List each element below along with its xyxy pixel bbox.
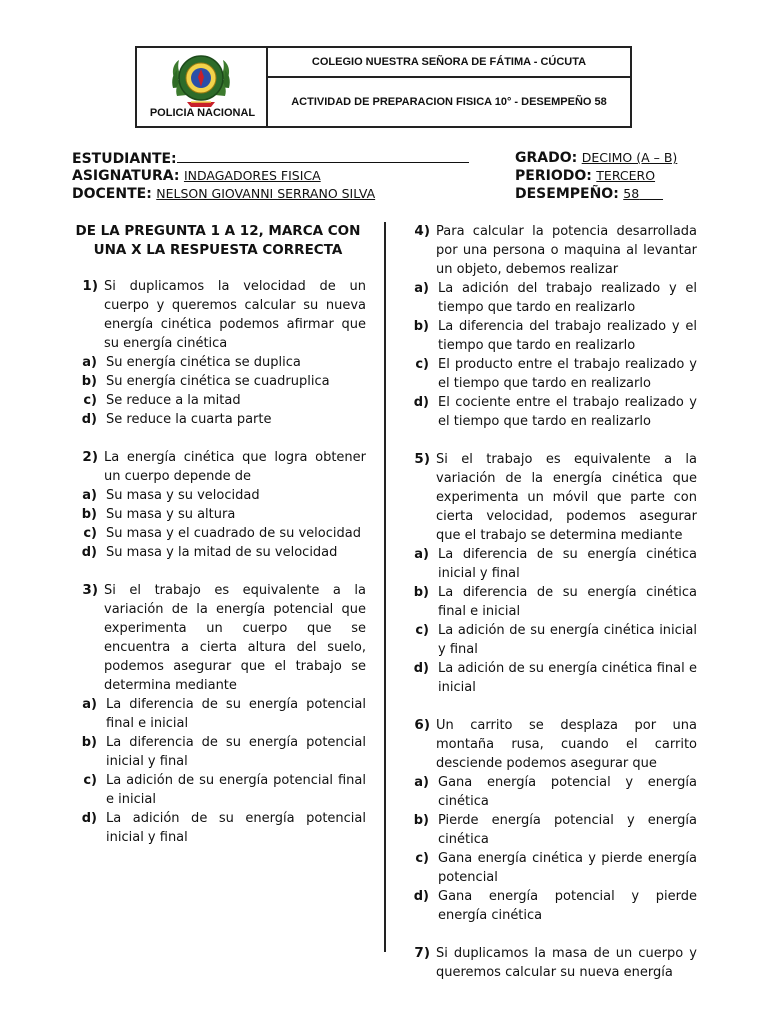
question-text: Para calcular la potencia desarrollada por una persona o maquina al levantar un objeto, debemos realizar	[436, 224, 697, 277]
option-c[interactable]: c) Se reduce a la mitad	[83, 393, 241, 408]
question-3	[70, 581, 366, 847]
option-b[interactable]: b) La diferencia del trabajo realizado y el tiempo que tardo en realizarlo	[413, 319, 697, 353]
question-1	[70, 277, 366, 429]
performance-label: DESEMPEÑO:	[515, 186, 619, 202]
option-a[interactable]: a) Su energía cinética se duplica	[82, 355, 301, 370]
question-number: 2)	[82, 449, 98, 465]
option-a[interactable]: a) La diferencia de su energía cinética inicial y final	[414, 547, 697, 581]
student-label: ESTUDIANTE:	[72, 151, 177, 167]
option-b[interactable]: b) Su energía cinética se cuadruplica	[81, 374, 330, 389]
question-5	[402, 450, 697, 697]
grade-value: DECIMO (A – B)	[581, 150, 678, 165]
question-text: Si el trabajo es equivalente a la variación de la energía cinética que experimenta un móvil que parte con cierta velocidad, podemos asegurar que el trabajo se determina mediante	[436, 452, 697, 543]
grade-line	[515, 148, 677, 168]
teacher-label: DOCENTE:	[72, 186, 152, 202]
logo-cell	[137, 48, 268, 126]
subject-value: INDAGADORES FISICA	[183, 168, 321, 183]
option-a[interactable]: a) La adición del trabajo realizado y el tiempo que tardo en realizarlo	[414, 281, 697, 315]
instructions-heading: DE LA PREGUNTA 1 A 12, MARCA CON UNA X LA RESPUESTA CORRECTA	[75, 223, 361, 258]
option-b[interactable]: b) Pierde energía potencial y energía cinética	[413, 813, 697, 847]
logo-label: POLICIA NACIONAL	[149, 107, 256, 119]
student-blank-field[interactable]	[177, 148, 469, 163]
question-6	[402, 716, 697, 925]
question-text: La energía cinética que logra obtener un cuerpo depende de	[104, 450, 366, 484]
option-b[interactable]: b) Su masa y su altura	[81, 507, 236, 522]
option-c[interactable]: c) La adición de su energía cinética inicial y final	[415, 623, 697, 657]
police-seal-icon	[169, 50, 233, 110]
question-4	[402, 222, 697, 431]
performance-value: 58	[623, 186, 640, 201]
subject-label: ASIGNATURA:	[72, 168, 180, 184]
performance-line	[515, 184, 663, 204]
right-column	[402, 222, 697, 1001]
question-text: Si duplicamos la velocidad de un cuerpo y queremos calcular su nueva energía cinética podemos afirmar que su energía cinética	[104, 279, 366, 351]
question-number: 1)	[82, 278, 98, 294]
option-b[interactable]: b) La diferencia de su energía cinética final e inicial	[413, 585, 697, 619]
option-c[interactable]: c) El producto entre el trabajo realizado y el tiempo que tardo en realizarlo	[415, 357, 697, 391]
option-d[interactable]: d) Gana energía potencial y pierde energía cinética	[413, 889, 697, 923]
period-value: TERCERO	[596, 168, 656, 183]
option-c[interactable]: c) Su masa y el cuadrado de su velocidad	[83, 526, 361, 541]
grade-label: GRADO:	[515, 150, 578, 166]
option-c[interactable]: c) Gana energía cinética y pierde energía potencial	[415, 851, 697, 885]
question-number: 6)	[414, 717, 430, 733]
option-d[interactable]: d) La adición de su energía potencial inicial y final	[81, 811, 366, 845]
option-c[interactable]: c) La adición de su energía potencial final e inicial	[83, 773, 366, 807]
option-a[interactable]: a) Su masa y su velocidad	[82, 488, 260, 503]
option-d[interactable]: d) El cociente entre el trabajo realizado y el tiempo que tardo en realizarlo	[413, 395, 697, 429]
question-2	[70, 448, 366, 562]
option-d[interactable]: d) La adición de su energía cinética final e inicial	[413, 661, 697, 695]
option-a[interactable]: a) Gana energía potencial y energía cinética	[414, 775, 697, 809]
activity-title: ACTIVIDAD DE PREPARACION FISICA 10° - DESEMPEÑO 58	[291, 96, 607, 108]
question-7	[402, 944, 697, 982]
header-table	[135, 46, 632, 128]
teacher-value: NELSON GIOVANNI SERRANO SILVA	[156, 186, 376, 201]
question-text: Si duplicamos la masa de un cuerpo y queremos calcular su nueva energía	[436, 946, 697, 980]
column-divider	[384, 222, 386, 952]
question-number: 3)	[82, 582, 98, 598]
period-line	[515, 166, 655, 186]
question-number: 5)	[414, 451, 430, 467]
school-name: COLEGIO NUESTRA SEÑORA DE FÁTIMA - CÚCUTA	[268, 48, 630, 78]
period-label: PERIODO:	[515, 168, 592, 184]
option-d[interactable]: d) Se reduce la cuarta parte	[81, 412, 272, 427]
option-a[interactable]: a) La diferencia de su energía potencial final e inicial	[82, 697, 366, 731]
question-number: 4)	[414, 223, 430, 239]
question-text: Un carrito se desplaza por una montaña rusa, cuando el carrito desciende podemos asegurar que	[436, 718, 697, 771]
left-column	[70, 222, 366, 866]
teacher-line	[72, 184, 375, 204]
subject-line	[72, 166, 321, 186]
question-number: 7)	[414, 945, 430, 961]
option-b[interactable]: b) La diferencia de su energía potencial inicial y final	[81, 735, 366, 769]
option-d[interactable]: d) Su masa y la mitad de su velocidad	[81, 545, 338, 560]
question-text: Si el trabajo es equivalente a la variación de la energía potencial que experimenta un cuerpo que se encuentra a cierta altura del suelo, podemos asegurar que el trabajo se determina mediante	[104, 583, 366, 693]
